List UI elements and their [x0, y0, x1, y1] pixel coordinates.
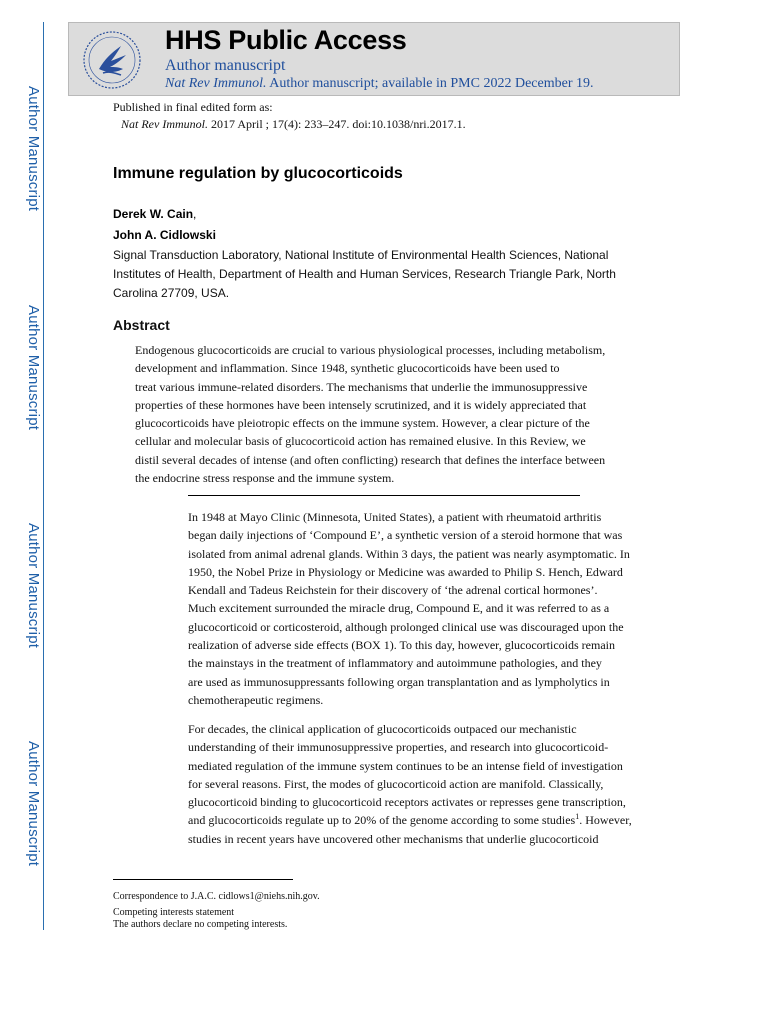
abstract-heading: Abstract: [113, 317, 170, 333]
abstract-line: treat various immune-related disorders. The mechanisms that underlie the immunosuppressive: [135, 379, 588, 394]
body-line: [188, 811, 663, 829]
author-name: [113, 207, 196, 221]
body-line: began daily injections of ‘Compound E’, a synthetic version of a steroid hormone that was: [188, 528, 623, 543]
author-manuscript-label: Author Manuscript: [25, 86, 42, 212]
author-manuscript-label: Author Manuscript: [25, 523, 42, 649]
reference-superscript[interactable]: 1: [575, 812, 580, 822]
correspondence-footnote: Correspondence to J.A.C. cidlows1@niehs.nih.gov.: [113, 891, 320, 902]
body-paragraph: [188, 508, 663, 709]
body-line: the mainstays in the treatment of inflammatory and autoimmune pathologies, and they: [188, 656, 602, 671]
abstract-line: distil several decades of intense (and often conflicting) research that defines the interface between: [135, 452, 606, 467]
body-line: for several reasons. First, the modes of glucocorticoid action are manifold. Classically,: [188, 776, 604, 791]
abstract-line: development and inflammation. Since 1948, synthetic glucocorticoids have been used to: [135, 361, 560, 376]
journal-name: Nat Rev Immunol.: [165, 76, 267, 91]
abstract-line: properties of these hormones have been intensely scrutinized, and it is widely appreciated that: [135, 397, 587, 412]
hhs-eagle-logo-icon: [81, 29, 143, 91]
affiliation: Signal Transduction Laboratory, National Institute of Environmental Health Sciences, National Institutes of Health, Department of Health and Human Services, Research Triangle Park, North Carolina 27709, USA.: [113, 248, 616, 300]
abstract-line: Endogenous glucocorticoids are crucial to various physiological processes, including metabolism,: [135, 343, 606, 357]
citation-journal: Nat Rev Immunol.: [121, 117, 208, 131]
body-line: glucocorticoid or corticosteroid, although prolonged clinical use was discouraged upon the: [188, 619, 624, 634]
body-line: 1950, the Nobel Prize in Physiology or Medicine was awarded to Philip S. Hench, Edward: [188, 564, 623, 579]
author-manuscript-subtitle: Author manuscript: [165, 57, 286, 74]
competing-interests-heading: Competing interests statement: [113, 907, 235, 918]
body-line: realization of adverse side effects (BOX 1). To this day, however, glucocorticoids remain: [188, 638, 615, 653]
body-line: Kendall and Tadeus Reichstein for their discovery of ‘the adrenal cortical hormones’.: [188, 583, 598, 598]
published-label: Published in final edited form as:: [113, 100, 273, 114]
availability-line: [165, 76, 593, 92]
abstract-line: the endocrine stress response and the immune system.: [135, 471, 395, 486]
body-line: For decades, the clinical application of glucocorticoids outpaced our mechanistic: [188, 722, 577, 736]
hhs-public-access-title: HHS Public Access: [165, 25, 407, 55]
body-line: In 1948 at Mayo Clinic (Minnesota, United States), a patient with rheumatoid arthritis: [188, 510, 602, 524]
author-name: [113, 228, 216, 242]
body-line: understanding of their immunosuppressive properties, and research into glucocorticoid-: [188, 740, 609, 755]
body-line: chemotherapeutic regimens.: [188, 692, 324, 707]
article-title: Immune regulation by glucocorticoids: [113, 165, 403, 182]
abstract-line: glucocorticoids have pleiotropic effects on the immune system. However, a clear picture of the: [135, 416, 590, 431]
availability-text: Author manuscript; available in PMC 2022 December 19.: [269, 76, 594, 91]
abstract-text: [135, 341, 635, 487]
body-line: isolated from animal adrenal glands. Within 3 days, the patient was nearly asymptomatic. In: [188, 546, 630, 561]
margin-rule: [43, 22, 44, 930]
body-line-text: . However,: [579, 813, 632, 828]
body-line: glucocorticoid binding to glucocorticoid receptors activates or represses gene transcription,: [188, 795, 626, 810]
author-manuscript-label: Author Manuscript: [25, 741, 42, 867]
citation: [121, 117, 466, 132]
author-name-text: Derek W. Cain: [113, 207, 194, 221]
author-manuscript-label: Author Manuscript: [25, 305, 42, 431]
body-line: are used as immunosuppressants following organ transplantation and as lympholytics in: [188, 674, 610, 689]
hhs-header: [68, 22, 680, 96]
competing-interests-text: The authors declare no competing interests.: [113, 919, 288, 930]
body-line: mediated regulation of the immune system continues to be an intense field of investigation: [188, 758, 623, 773]
body-line: Much excitement surrounded the miracle drug, Compound E, and it was referred to as a: [188, 601, 610, 616]
author-separator: ,: [193, 207, 197, 221]
body-paragraph: [188, 720, 663, 848]
abstract-divider: [188, 495, 580, 496]
footnote-divider: [113, 879, 293, 880]
author-name-text: John A. Cidlowski: [113, 228, 216, 242]
abstract-line: cellular and molecular basis of glucocorticoid action has remained elusive. In this Review, we: [135, 434, 586, 449]
citation-details: 2017 April ; 17(4): 233–247. doi:10.1038/nri.2017.1.: [210, 117, 466, 131]
body-line: studies in recent years have uncovered other mechanisms that underlie glucocorticoid: [188, 831, 599, 846]
body-line-text: and glucocorticoids regulate up to 20% of the genome according to some studies: [188, 813, 576, 828]
